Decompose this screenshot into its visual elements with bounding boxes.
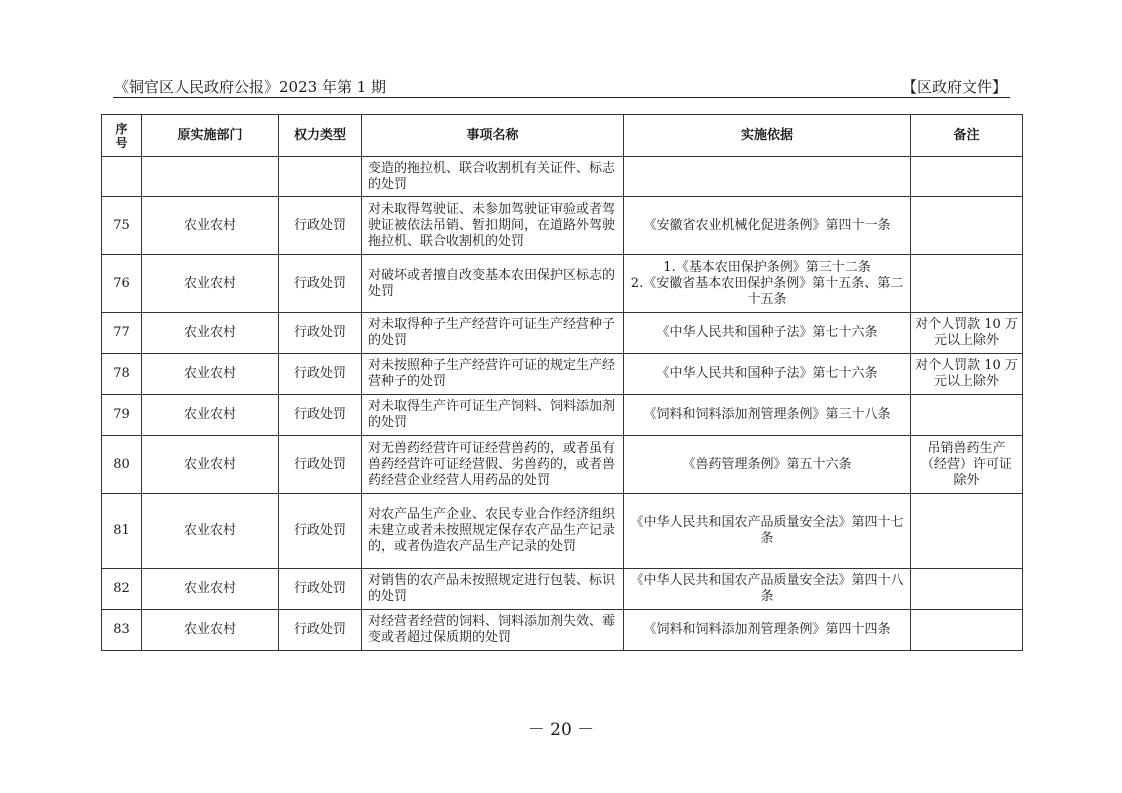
cell-dept: [142, 157, 279, 197]
cell-name: 对农产品生产企业、农民专业合作经济组织未建立或者未按照规定保存农产品生产记录的，或者伪造农产品生产记录的处罚: [362, 494, 624, 569]
col-header-name: 事项名称: [362, 115, 624, 157]
table-row: [102, 610, 1023, 651]
cell-no: 80: [102, 436, 142, 494]
cell-dept: 农业农村: [142, 436, 279, 494]
cell-note: 吊销兽药生产（经营）许可证除外: [911, 436, 1023, 494]
cell-basis: [624, 569, 911, 610]
cell-no: [102, 157, 142, 197]
cell-no: 75: [102, 197, 142, 255]
cell-dept: 农业农村: [142, 395, 279, 436]
cell-type: 行政处罚: [279, 255, 362, 313]
cell-name: 对未取得生产许可证生产饲料、饲料添加剂的处罚: [362, 395, 624, 436]
cell-name: 对无兽药经营许可证经营兽药的，或者虽有兽药经营许可证经营假、劣兽药的，或者兽药经营企业经营人用药品的处罚: [362, 436, 624, 494]
table-row: [102, 395, 1023, 436]
cell-no: 81: [102, 494, 142, 569]
cell-name: 对销售的农产品未按照规定进行包装、标识的处罚: [362, 569, 624, 610]
col-header-basis: 实施依据: [624, 115, 911, 157]
table-body: [102, 157, 1023, 651]
cell-name: 对经营者经营的饲料、饲料添加剂失效、霉变或者超过保质期的处罚: [362, 610, 624, 651]
cell-type: 行政处罚: [279, 197, 362, 255]
cell-note: [911, 395, 1023, 436]
cell-dept: 农业农村: [142, 569, 279, 610]
cell-no: 78: [102, 354, 142, 395]
cell-note: 对个人罚款 10 万元以上除外: [911, 313, 1023, 354]
cell-dept: 农业农村: [142, 255, 279, 313]
cell-no: 83: [102, 610, 142, 651]
table-row: [102, 354, 1023, 395]
cell-name: 对未按照种子生产经营许可证的规定生产经营种子的处罚: [362, 354, 624, 395]
col-header-type: 权力类型: [279, 115, 362, 157]
gazette-title: 《铜官区人民政府公报》2023 年第 1 期: [114, 78, 387, 96]
cell-dept: 农业农村: [142, 197, 279, 255]
table-header-row: [102, 115, 1023, 157]
col-header-dept: 原实施部门: [142, 115, 279, 157]
cell-note: 对个人罚款 10 万元以上除外: [911, 354, 1023, 395]
cell-no: 79: [102, 395, 142, 436]
basis-line: 1.《基本农田保护条例》第三十二条: [663, 259, 871, 275]
cell-basis: [624, 197, 911, 255]
basis-line: 《中华人民共和国农产品质量安全法》第四十八条: [630, 573, 904, 604]
table-row: [102, 569, 1023, 610]
cell-basis: [624, 157, 911, 197]
cell-type: 行政处罚: [279, 569, 362, 610]
cell-name: 对破坏或者擅自改变基本农田保护区标志的处罚: [362, 255, 624, 313]
cell-basis: [624, 436, 911, 494]
basis-line: 《中华人民共和国农产品质量安全法》第四十七条: [630, 515, 904, 546]
cell-basis: [624, 313, 911, 354]
cell-no: 77: [102, 313, 142, 354]
cell-note: [911, 197, 1023, 255]
col-header-no-text: 序 号: [115, 121, 128, 150]
cell-basis: [624, 395, 911, 436]
basis-line: 《饲料和饲料添加剂管理条例》第三十八条: [643, 407, 891, 422]
cell-note: [911, 494, 1023, 569]
cell-type: 行政处罚: [279, 494, 362, 569]
table-row: [102, 157, 1023, 197]
cell-basis: [624, 255, 911, 313]
cell-dept: 农业农村: [142, 610, 279, 651]
basis-line: 《中华人民共和国种子法》第七十六条: [656, 366, 878, 381]
cell-type: 行政处罚: [279, 436, 362, 494]
cell-note: [911, 569, 1023, 610]
basis-line: 《中华人民共和国种子法》第七十六条: [656, 325, 878, 340]
cell-name: 变造的拖拉机、联合收割机有关证件、标志的处罚: [362, 157, 624, 197]
cell-dept: 农业农村: [142, 494, 279, 569]
cell-type: 行政处罚: [279, 313, 362, 354]
cell-dept: 农业农村: [142, 313, 279, 354]
table-row: [102, 197, 1023, 255]
cell-dept: 农业农村: [142, 354, 279, 395]
page-number: － 20 －: [527, 720, 595, 740]
cell-type: [279, 157, 362, 197]
cell-type: 行政处罚: [279, 354, 362, 395]
basis-line: 2.《安徽省基本农田保护条例》第十五条、第二十五条: [630, 275, 904, 307]
cell-no: 82: [102, 569, 142, 610]
cell-type: 行政处罚: [279, 610, 362, 651]
cell-no: 76: [102, 255, 142, 313]
header-divider: [113, 97, 1010, 98]
basis-line: 《安徽省农业机械化促进条例》第四十一条: [643, 217, 891, 233]
power-list-table: [101, 114, 1023, 651]
cell-note: [911, 610, 1023, 651]
table-row: [102, 255, 1023, 313]
cell-name: 对未取得种子生产经营许可证生产经营种子的处罚: [362, 313, 624, 354]
basis-line: 《饲料和饲料添加剂管理条例》第四十四条: [643, 622, 891, 637]
col-header-no: [102, 115, 142, 157]
cell-basis: [624, 354, 911, 395]
col-header-note: 备注: [911, 115, 1023, 157]
cell-note: [911, 157, 1023, 197]
basis-line: 《兽药管理条例》第五十六条: [682, 456, 852, 472]
cell-name: 对未取得驾驶证、未参加驾驶证审验或者驾驶证被依法吊销、暂扣期间，在道路外驾驶拖拉机、联合收割机的处罚: [362, 197, 624, 255]
table-row: [102, 494, 1023, 569]
table-row: [102, 436, 1023, 494]
cell-basis: [624, 610, 911, 651]
cell-basis: [624, 494, 911, 569]
section-label: 【区政府文件】: [901, 78, 1007, 96]
table-row: [102, 313, 1023, 354]
cell-type: 行政处罚: [279, 395, 362, 436]
cell-note: [911, 255, 1023, 313]
